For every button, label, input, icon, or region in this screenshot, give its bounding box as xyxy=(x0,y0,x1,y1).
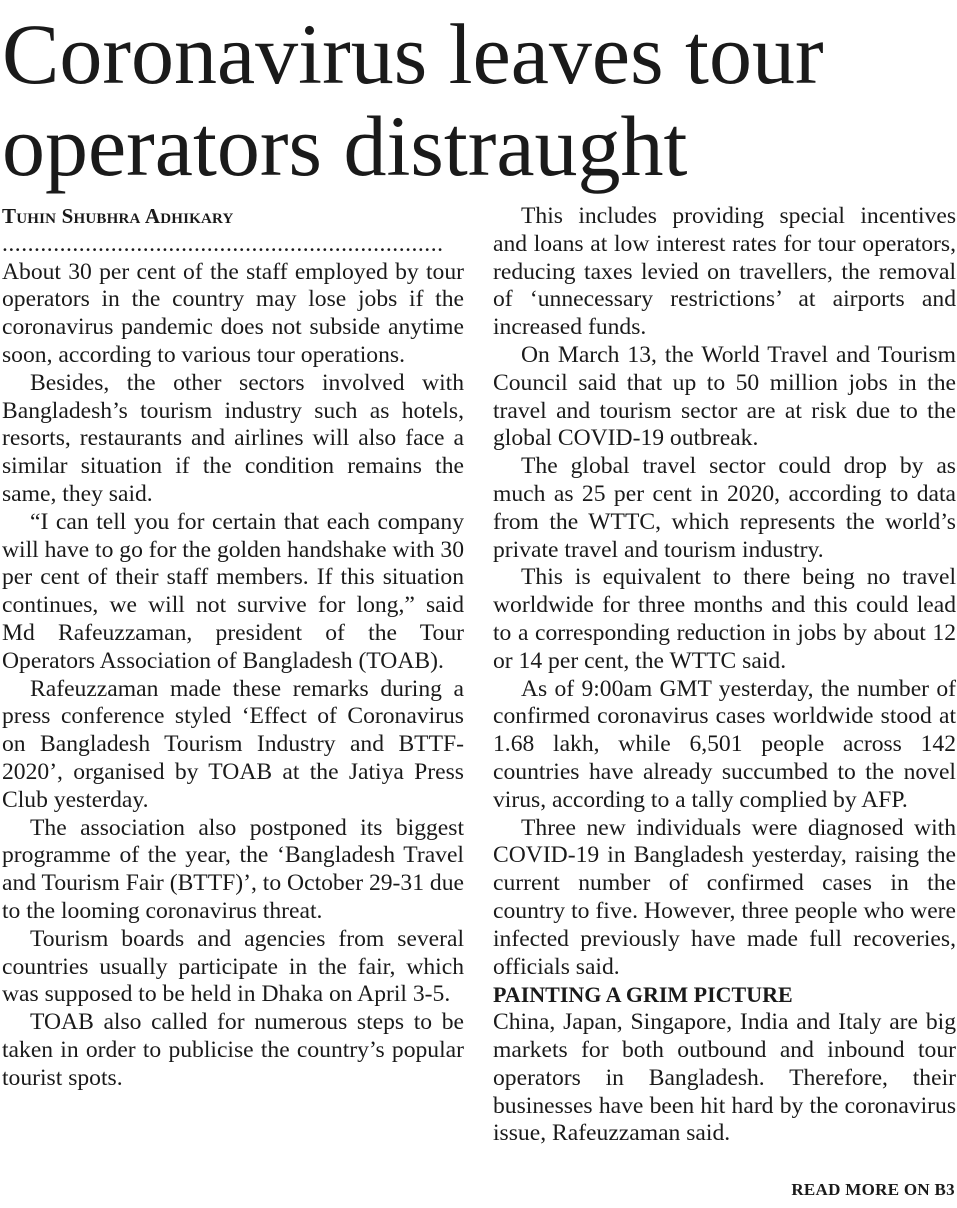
paragraph: As of 9:00am GMT yesterday, the number of confirmed coronavirus cases worldwide stood at 1.68 lakh, while 6,501 people across 142 countries have already succumbed to the novel virus, according to a tally complied by AFP. xyxy=(493,675,956,813)
paragraph: This includes providing special incentives and loans at low interest rates for tour operators, reducing taxes levied on travellers, the removal of ‘unnecessary restrictions’ at airports and increased funds. xyxy=(493,203,956,341)
paragraph: “I can tell you for certain that each company will have to go for the golden handshake with 30 per cent of their staff members. If this situation continues, we will not survive for long,” said Md Rafeuzzaman, president of the Tour Operators Association of Bangladesh (TOAB). xyxy=(2,508,464,674)
paragraph: TOAB also called for numerous steps to be taken in order to publicise the country’s popular tourist spots. xyxy=(2,1009,464,1091)
paragraph: On March 13, the World Travel and Tourism Council said that up to 50 million jobs in the travel and tourism sector are at risk due to the global COVID-19 outbreak. xyxy=(493,341,956,452)
paragraph: Besides, the other sectors involved with Bangladesh’s tourism industry such as hotels, resorts, restaurants and airlines will also face a similar situation if the condition remains the same, they said. xyxy=(2,369,464,507)
paragraph: The association also postponed its biggest programme of the year, the ‘Bangladesh Travel and Tourism Fair (BTTF)’, to October 29-31 due to the looming coronavirus threat. xyxy=(2,814,464,924)
right-column xyxy=(493,203,956,1148)
left-column xyxy=(2,203,464,1093)
subheading: PAINTING A GRIM PICTURE xyxy=(493,982,793,1008)
paragraph: About 30 per cent of the staff employed by tour operators in the country may lose jobs if the coronavirus pandemic does not subside anytime soon, according to various tour operations. xyxy=(2,258,464,368)
paragraph: Rafeuzzaman made these remarks during a press conference styled ‘Effect of Coronavirus on Bangladesh Tourism Industry and BTTF-2020’, organised by TOAB at the Jatiya Press Club yesterday. xyxy=(2,675,464,813)
read-more-link[interactable]: READ MORE ON B3 xyxy=(791,1180,955,1199)
paragraph: China, Japan, Singapore, India and Italy are big markets for both outbound and inbound tour operators in Bangladesh. Therefore, their businesses have been hit hard by the coronavirus issue, Rafeuzzaman said. xyxy=(493,1009,956,1147)
headline: Coronavirus leaves tour operators distraught xyxy=(2,6,824,194)
byline-separator: ..................................................................... xyxy=(2,230,444,257)
byline: Tuhin Shubhra Adhikary xyxy=(2,204,234,228)
paragraph: The global travel sector could drop by as much as 25 per cent in 2020, according to data from the WTTC, which represents the world’s private travel and tourism industry. xyxy=(493,453,956,563)
paragraph: Tourism boards and agencies from several countries usually participate in the fair, which was supposed to be held in Dhaka on April 3-5. xyxy=(2,925,464,1008)
paragraph: This is equivalent to there being no travel worldwide for three months and this could lead to a corresponding reduction in jobs by about 12 or 14 per cent, the WTTC said. xyxy=(493,564,956,674)
paragraph: Three new individuals were diagnosed with COVID-19 in Bangladesh yesterday, raising the current number of confirmed cases in the country to five. However, three people who were infected previously have made full recoveries, officials said. xyxy=(493,814,956,980)
